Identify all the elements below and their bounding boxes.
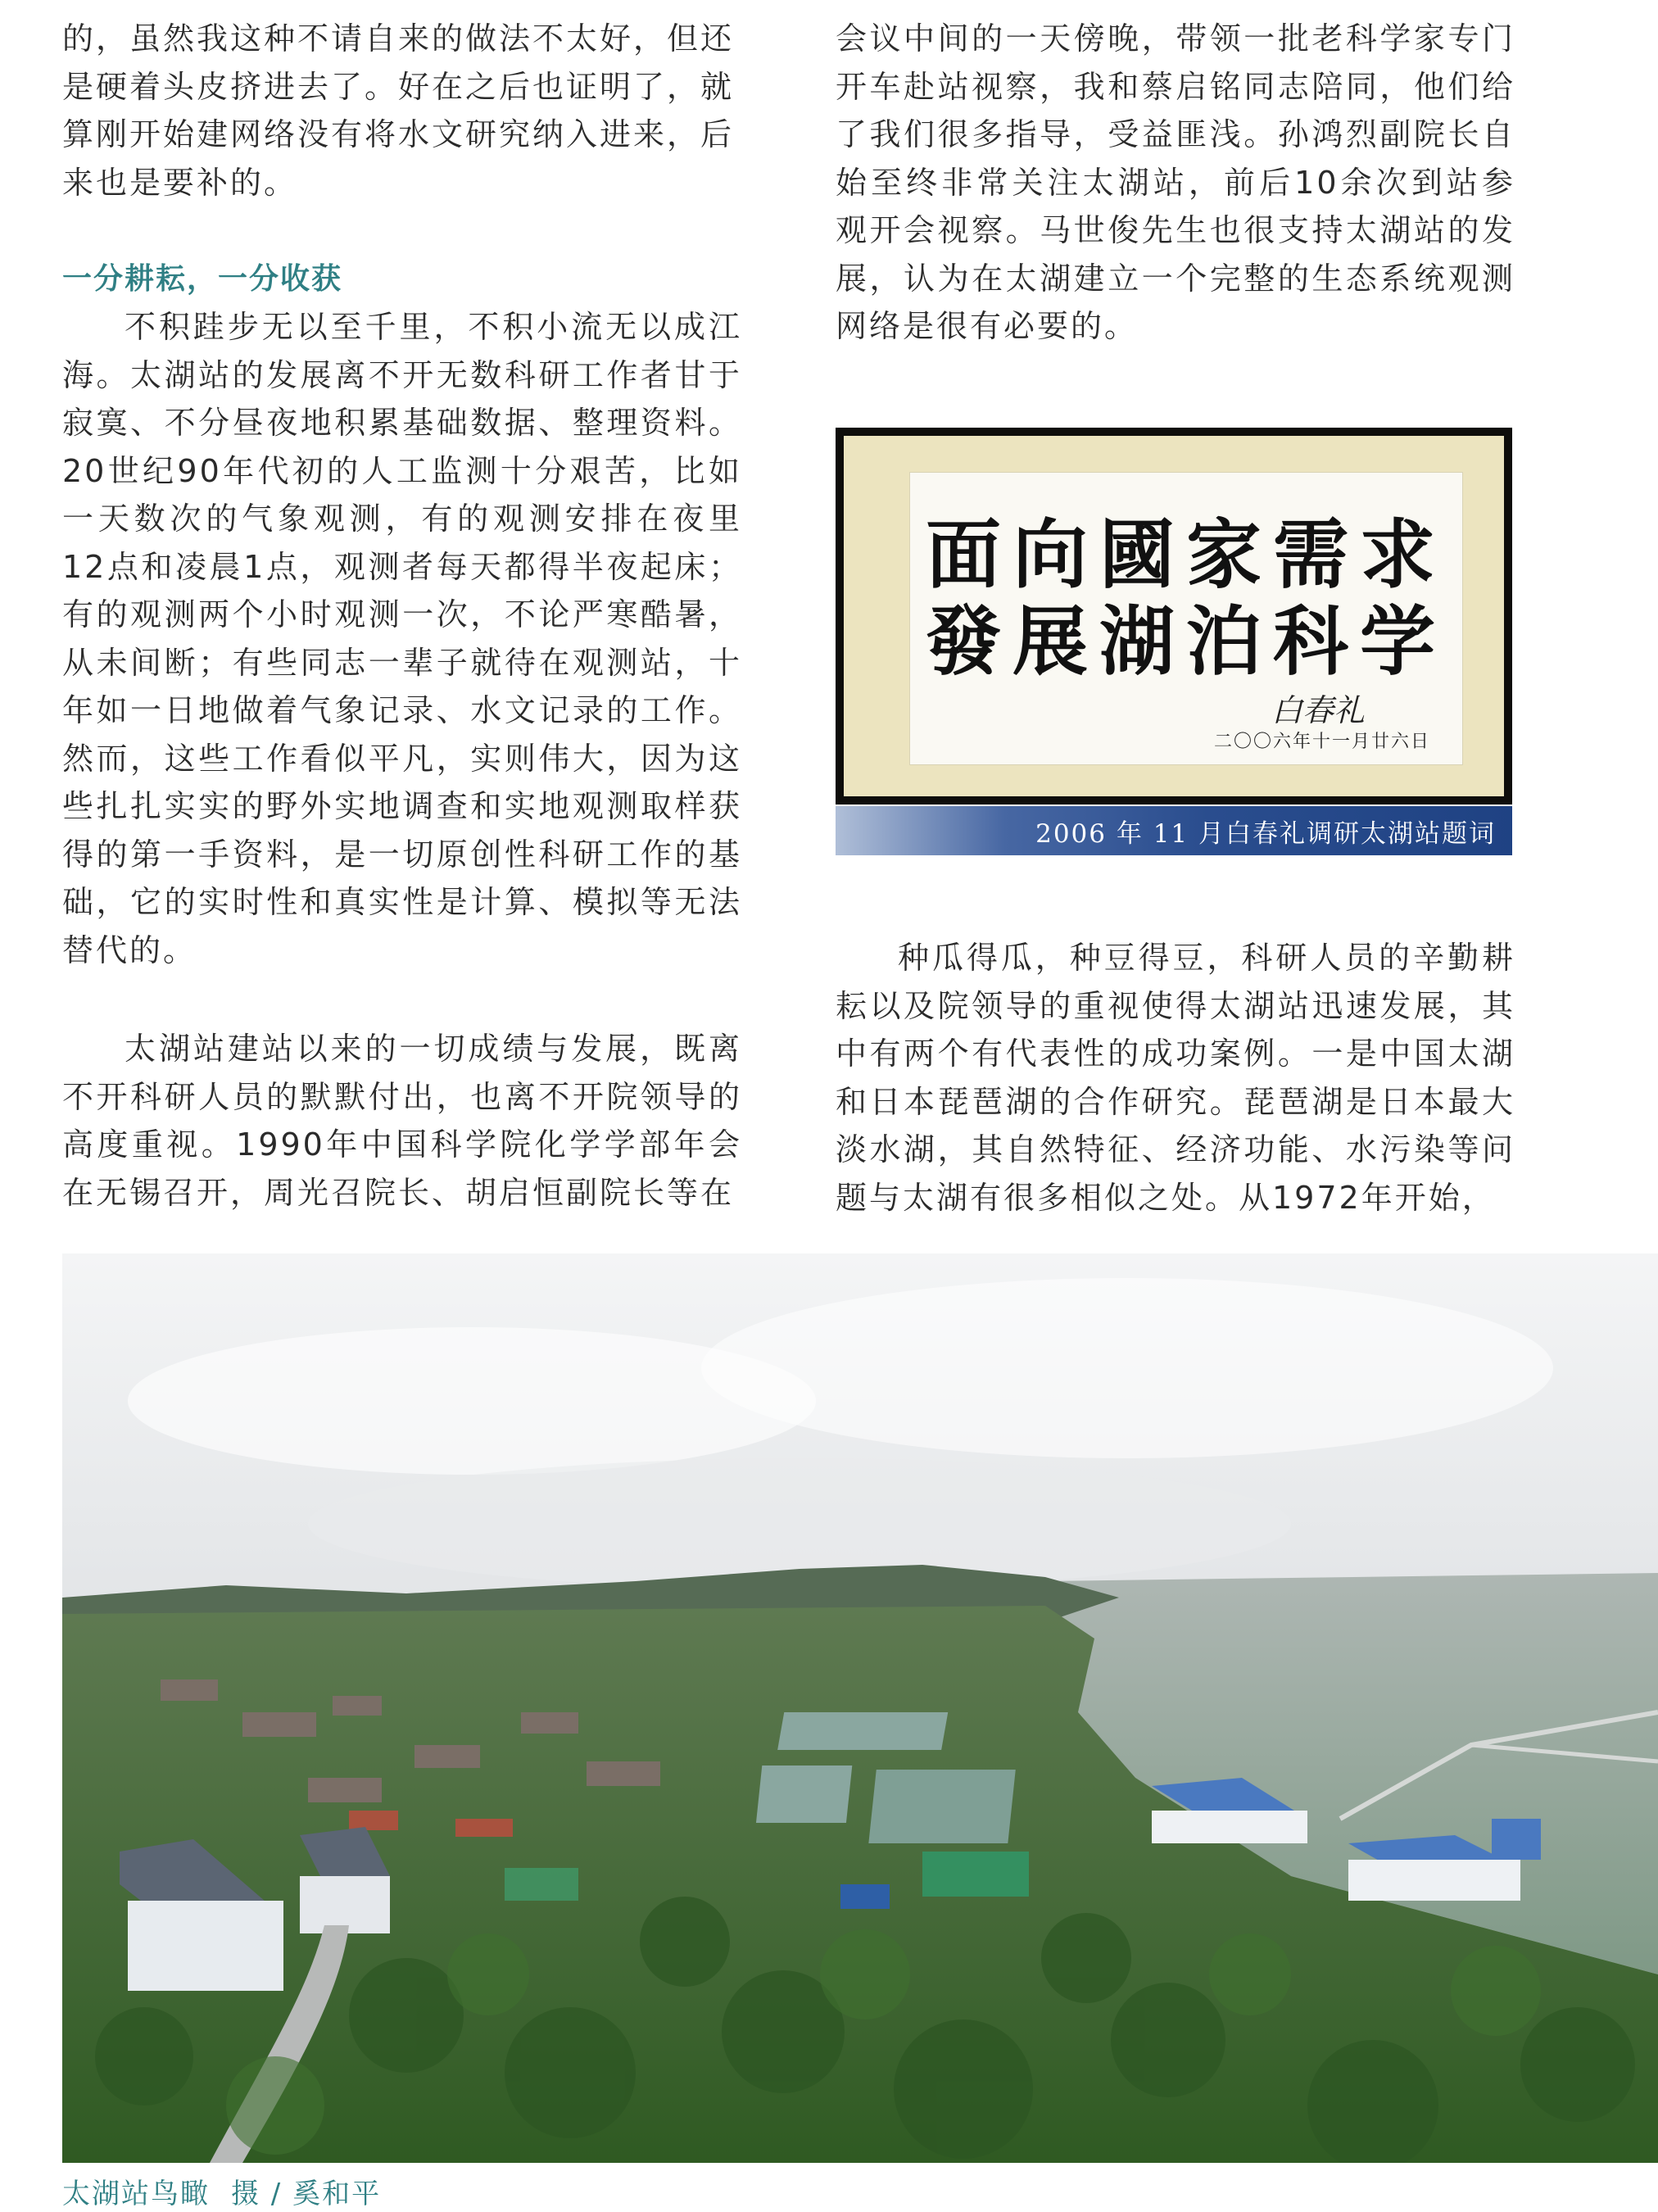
photo-caption-credit: 摄 / 奚和平 — [231, 2178, 382, 2210]
photo-caption-title: 太湖站鸟瞰 — [62, 2178, 210, 2210]
paragraph-continuation — [62, 15, 742, 206]
line: 来也是要补的。 — [62, 164, 298, 201]
calligraphy-signature: 白春礼 — [1271, 692, 1365, 728]
paragraph-leadership: 太湖站建站以来的一切成绩与发展，既离不开科研人员的默默付出，也离不开院领导的高度重视。1990年中国科学院化学学部年会在无锡召开，周光召院长、胡启恒副院长等在 — [62, 1031, 742, 1211]
section-heading: 一分耕耘，一分收获 — [62, 262, 343, 296]
aerial-photo — [62, 1253, 1658, 2163]
line: 的，虽然我这种不请自来的做法不太好，但还 — [62, 20, 735, 57]
paragraph-cases: 种瓜得瓜，种豆得豆，科研人员的辛勤耕耘以及院领导的重视使得太湖站迅速发展，其中有两个有代表性的成功案例。一是中国太湖和日本琵琶湖的合作研究。琵琶湖是日本最大淡水湖，其自然特征、经济功能、水污染等问题与太湖有很多相似之处。从1972年开始， — [836, 940, 1515, 1216]
photo-caption — [62, 2171, 381, 2211]
line: 是硬着头皮挤进去了。好在之后也证明了，就 — [62, 68, 735, 105]
paragraph-hard-work: 不积跬步无以至千里，不积小流无以成江海。太湖站的发展离不开无数科研工作者甘于寂寞、不分昼夜地积累基础数据、整理资料。20世纪90年代初的人工监测十分艰苦，比如一天数次的气象观测，有的观测安排在夜里12点和凌晨1点，观测者每天都得半夜起床；有的观测两个小时观测一次，不论严寒酷暑，从未间断；有些同志一辈子就待在观测站，十年如一日地做着气象记录、水文记录的工作。然而，这些工作看似平凡，实则伟大，因为这些扎扎实实的野外实地调查和实地观测取样获得的第一手资料，是一切原创性科研工作的基础，它的实时性和真实性是计算、模拟等无法替代的。 — [62, 309, 742, 968]
right-column — [836, 15, 1515, 351]
line: 算刚开始建网络没有将水文研究纳入进来，后 — [62, 116, 735, 152]
right-column-lower — [836, 934, 1515, 1222]
paragraph-visit: 会议中间的一天傍晚，带领一批老科学家专门开车赴站视察，我和蔡启铭同志陪同，他们给了我们很多指导，受益匪浅。孙鸿烈副院长自始至终非常关注太湖站，前后10余次到站参观开会视察。马世俊先生也很支持太湖站的发展，认为在太湖建立一个完整的生态系统观测网络是很有必要的。 — [836, 20, 1515, 344]
calligraphy-caption: 2006 年 11 月白春礼调研太湖站题词 — [1035, 818, 1496, 849]
calligraphy-line-2: 發展湖泊科学 — [925, 597, 1447, 686]
calligraphy-caption-bar — [836, 806, 1512, 855]
calligraphy-line-1: 面向國家需求 — [925, 510, 1447, 599]
calligraphy-photo — [836, 428, 1512, 805]
calligraphy-date: 二〇〇六年十一月廿六日 — [1213, 732, 1430, 752]
left-column — [62, 15, 742, 1217]
frame-mat — [844, 436, 1504, 796]
calligraphy-paper — [909, 472, 1463, 765]
